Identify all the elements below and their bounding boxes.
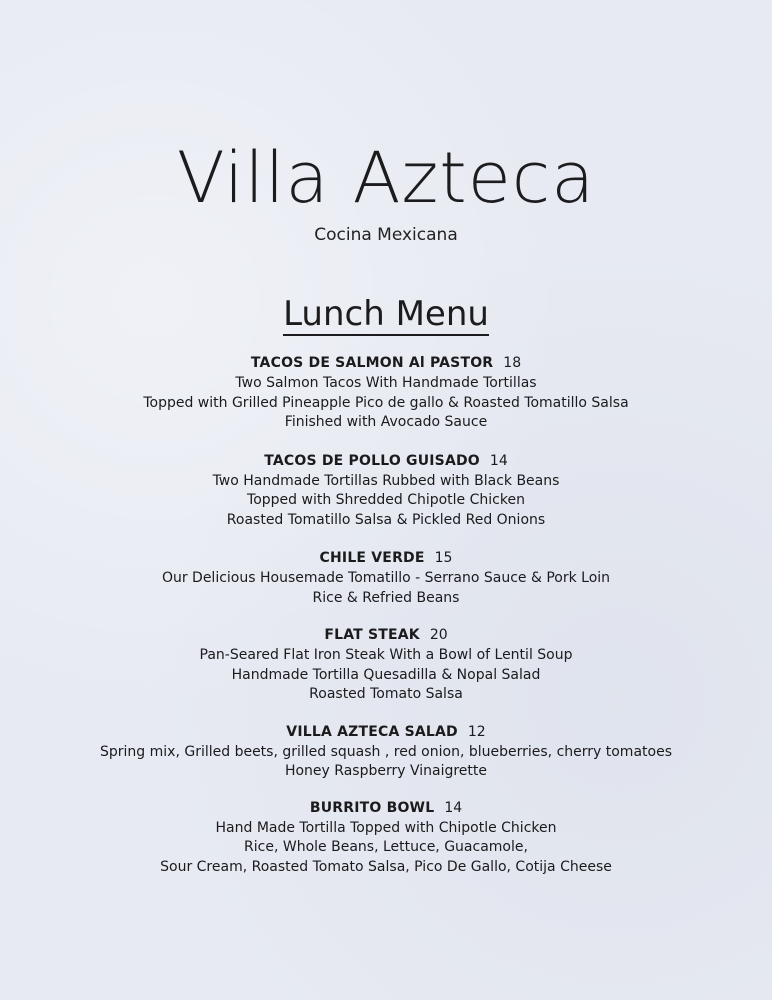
menu-item-description-line: Topped with Shredded Chipotle Chicken (247, 492, 525, 508)
menu-item-description-line: Handmade Tortilla Quesadilla & Nopal Salad (231, 666, 541, 683)
menu-item-name: TACOS DE POLLO GUISADO (264, 452, 480, 469)
menu-item-price: 20 (429, 627, 448, 643)
menu-item-price: 12 (467, 723, 486, 740)
menu-item-description-line: Honey Raspberry Vinaigrette (284, 763, 488, 779)
menu-item-description-line: Roasted Tomatillo Salsa & Pickled Red Onions (226, 511, 546, 528)
menu-item-description-line: Our Delicious Housemade Tomatillo - Serrano Sauce & Pork Loin (161, 570, 611, 586)
menu-item-price: 18 (503, 355, 522, 371)
menu-item (0, 354, 772, 433)
menu-item-price: 15 (434, 550, 453, 566)
menu-item (0, 626, 772, 705)
menu-item-description-line: Rice, Whole Beans, Lettuce, Guacamole, (244, 839, 528, 855)
menu-item-name: VILLA AZTECA SALAD (286, 723, 458, 740)
menu-item-header (0, 549, 772, 568)
menu-item-price: 14 (444, 799, 463, 816)
menu-item-name: TACOS DE SALMON Al PASTOR (250, 355, 494, 371)
menu-item-header (0, 799, 772, 818)
restaurant-name: Villa Azteca (176, 137, 596, 219)
menu-item-name: CHILE VERDE (319, 550, 425, 566)
menu-item (0, 723, 772, 782)
menu-item-description-line: Pan-Seared Flat Iron Steak With a Bowl of Lentil Soup (199, 647, 573, 663)
menu-item-description-line: Two Salmon Tacos With Handmade Tortillas (235, 375, 537, 391)
menu-item-description-line: Topped with Grilled Pineapple Pico de gallo & Roasted Tomatillo Salsa (143, 394, 629, 411)
menu-item (0, 799, 772, 878)
menu-item-description-line: Hand Made Tortilla Topped with Chipotle Chicken (215, 819, 557, 836)
menu-item-description-line: Two Handmade Tortillas Rubbed with Black Beans (212, 472, 560, 489)
menu-item-name: FLAT STEAK (324, 627, 420, 643)
menu-item-description-line: Sour Cream, Roasted Tomato Salsa, Pico De Gallo, Cotija Cheese (160, 858, 612, 875)
restaurant-subtitle: Cocina Mexicana (314, 225, 458, 245)
menu-item-header (0, 626, 772, 645)
menu-item-description-line: Finished with Avocado Sauce (284, 414, 488, 430)
menu-item-description-line: Roasted Tomato Salsa (309, 686, 463, 702)
menu-item-header (0, 452, 772, 471)
menu-item-header (0, 723, 772, 742)
menu-items (0, 354, 772, 877)
menu-title: Lunch Menu (283, 294, 489, 334)
menu-item (0, 549, 772, 608)
menu-item (0, 452, 772, 531)
menu-item-name: BURRITO BOWL (309, 799, 435, 816)
menu-item-header (0, 354, 772, 373)
menu-item-price: 14 (489, 452, 508, 469)
menu-item-description-line: Rice & Refried Beans (312, 589, 460, 606)
menu-item-description-line: Spring mix, Grilled beets, grilled squash , red onion, blueberries, cherry tomatoes (100, 743, 672, 760)
